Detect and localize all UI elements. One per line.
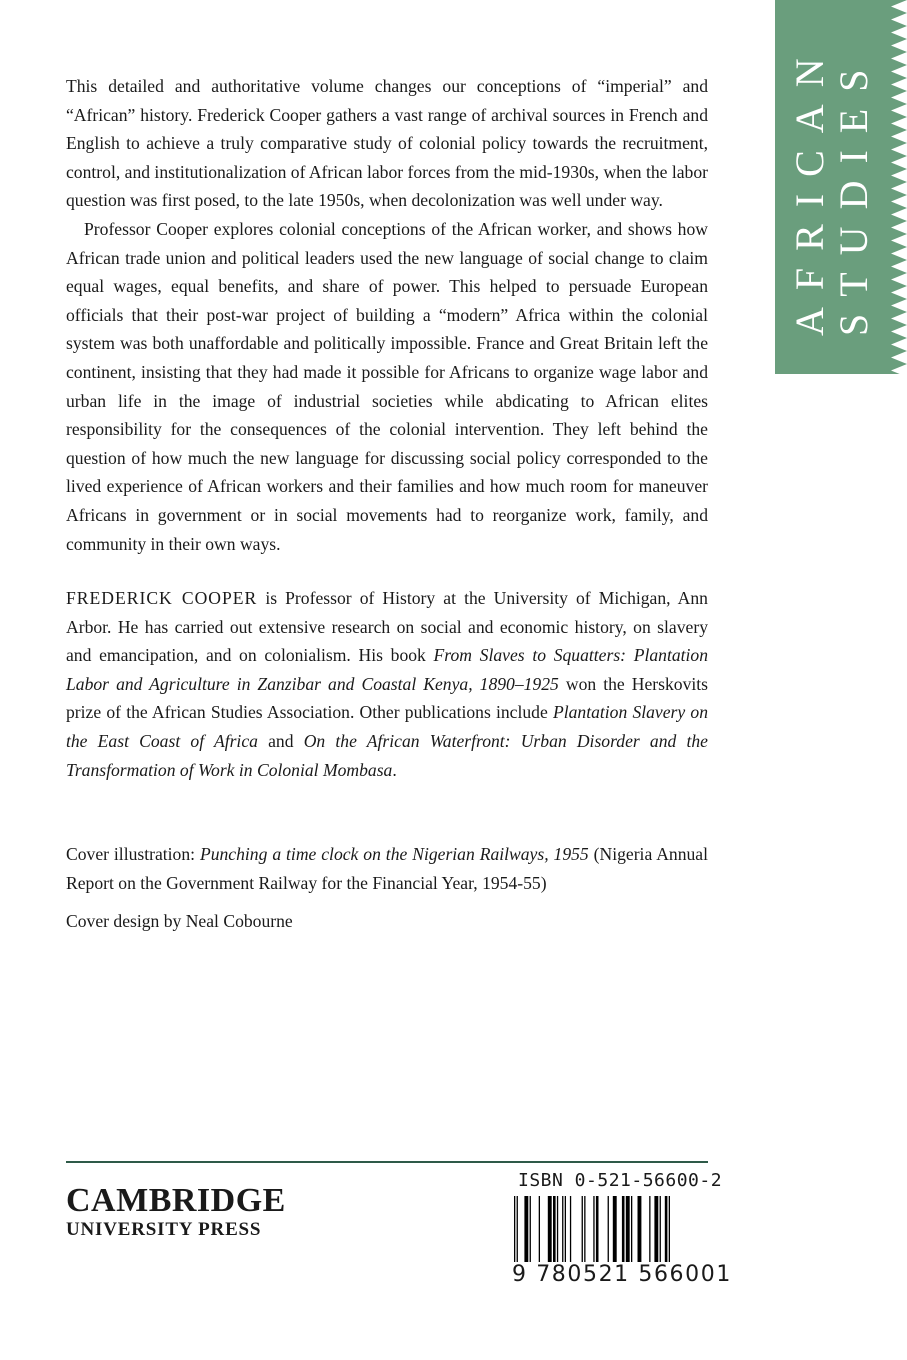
barcode-bar xyxy=(557,1196,558,1262)
bio-text: . xyxy=(392,759,397,780)
author-bio xyxy=(66,584,708,784)
barcode-bar xyxy=(665,1196,668,1262)
bio-text: won the Herskovits prize of the African Studies Association. Other publications include xyxy=(66,673,708,723)
book-title: On the African Waterfront: Urban Disorder and the Transformation of Work in Colonial Mombasa xyxy=(66,731,708,780)
barcode-bar xyxy=(649,1196,650,1262)
series-title-line2: STUDIES xyxy=(831,52,876,336)
barcode-bar xyxy=(548,1196,552,1262)
barcode-bar xyxy=(514,1196,515,1262)
barcode-bar xyxy=(660,1196,661,1262)
series-banner xyxy=(775,0,889,374)
credits xyxy=(66,840,708,936)
barcode-bar xyxy=(582,1196,583,1262)
barcode-bar xyxy=(584,1196,585,1262)
barcode-bar xyxy=(524,1196,528,1262)
description xyxy=(66,72,708,784)
series-title-line1: AFRICAN xyxy=(787,41,832,336)
barcode-bar xyxy=(593,1196,594,1262)
barcode-digits: 9 780521 566001 xyxy=(512,1262,732,1287)
barcode-bar xyxy=(622,1196,625,1262)
barcode-bar xyxy=(626,1196,630,1262)
divider xyxy=(66,1161,708,1163)
barcode-bar xyxy=(553,1196,556,1262)
barcode-bar xyxy=(570,1196,571,1262)
barcode-bar xyxy=(654,1196,658,1262)
publisher-logo-sub: UNIVERSITY PRESS xyxy=(66,1219,262,1240)
isbn-label: ISBN 0-521-56600-2 xyxy=(518,1170,723,1191)
credit-label: Cover illustration: xyxy=(66,844,200,864)
illustration-source: (Nigeria Annual Report on the Government Railway for the Financial Year, 1954-55) xyxy=(66,844,708,893)
barcode-bar xyxy=(562,1196,563,1262)
book-title: From Slaves to Squatters: Plantation Labor and Agriculture in Zanzibar and Coastal Kenya, 1890–1925 xyxy=(66,645,709,694)
barcode-bar xyxy=(608,1196,609,1262)
barcode-bar xyxy=(539,1196,540,1262)
barcode-bar xyxy=(530,1196,531,1262)
barcode-bar xyxy=(631,1196,632,1262)
barcode-bar xyxy=(517,1196,518,1262)
bio-text: and xyxy=(257,731,304,752)
barcode-bar xyxy=(596,1196,599,1262)
publisher-logo-name: CAMBRIDGE xyxy=(66,1182,286,1219)
cover-illustration-credit xyxy=(66,840,708,897)
author-name: FREDERICK COOPER xyxy=(66,588,258,609)
description-paragraph: This detailed and authoritative volume changes our conceptions of “imperial” and “African” history. Frederick Cooper gathers a vast range of archival sources in French and English to achieve a truly comparative study of colonial policy towards the recruitment, control, and institutionalization of African labor forces from the mid-1930s, when the labor question was first posed, to the late 1950s, when decolonization was well under way. xyxy=(66,76,708,211)
barcode-bar xyxy=(638,1196,642,1262)
book-title: Plantation Slavery on the East Coast of Africa xyxy=(66,702,708,752)
barcode xyxy=(514,1196,706,1262)
barcode-bar xyxy=(613,1196,617,1262)
barcode-bar xyxy=(565,1196,566,1262)
description-paragraph: Professor Cooper explores colonial conceptions of the African worker, and shows how African trade union and political leaders used the new language of social change to claim equal wages, equal benefits, and share of power. This helped to persuade European officials that their post-war project of building a “modern” Africa within the colonial system was both unaffordable and politically impossible. France and Great Britain left the continent, insisting that they had made it possible for Africans to organize wage labor and urban life in the image of industrial societies while abdicating to African elites responsibility for the consequences of the colonial intervention. They left behind the question of how much the new language for discussing social policy corresponded to the lived experience of African workers and their families and how much room for maneuver Africans in government or in social movements had to reorganize work, family, and community in their own ways. xyxy=(66,218,708,554)
zigzag-border xyxy=(889,0,907,374)
illustration-title: Punching a time clock on the Nigerian Railways, 1955 xyxy=(199,844,589,864)
cover-design-credit: Cover design by Neal Cobourne xyxy=(66,911,293,932)
bio-text: is Professor of History at the University of Michigan, Ann Arbor. He has carried out extensive research on social and economic history, on slavery and emancipation, and on colonialism. His book xyxy=(66,588,708,666)
barcode-bar xyxy=(669,1196,670,1262)
